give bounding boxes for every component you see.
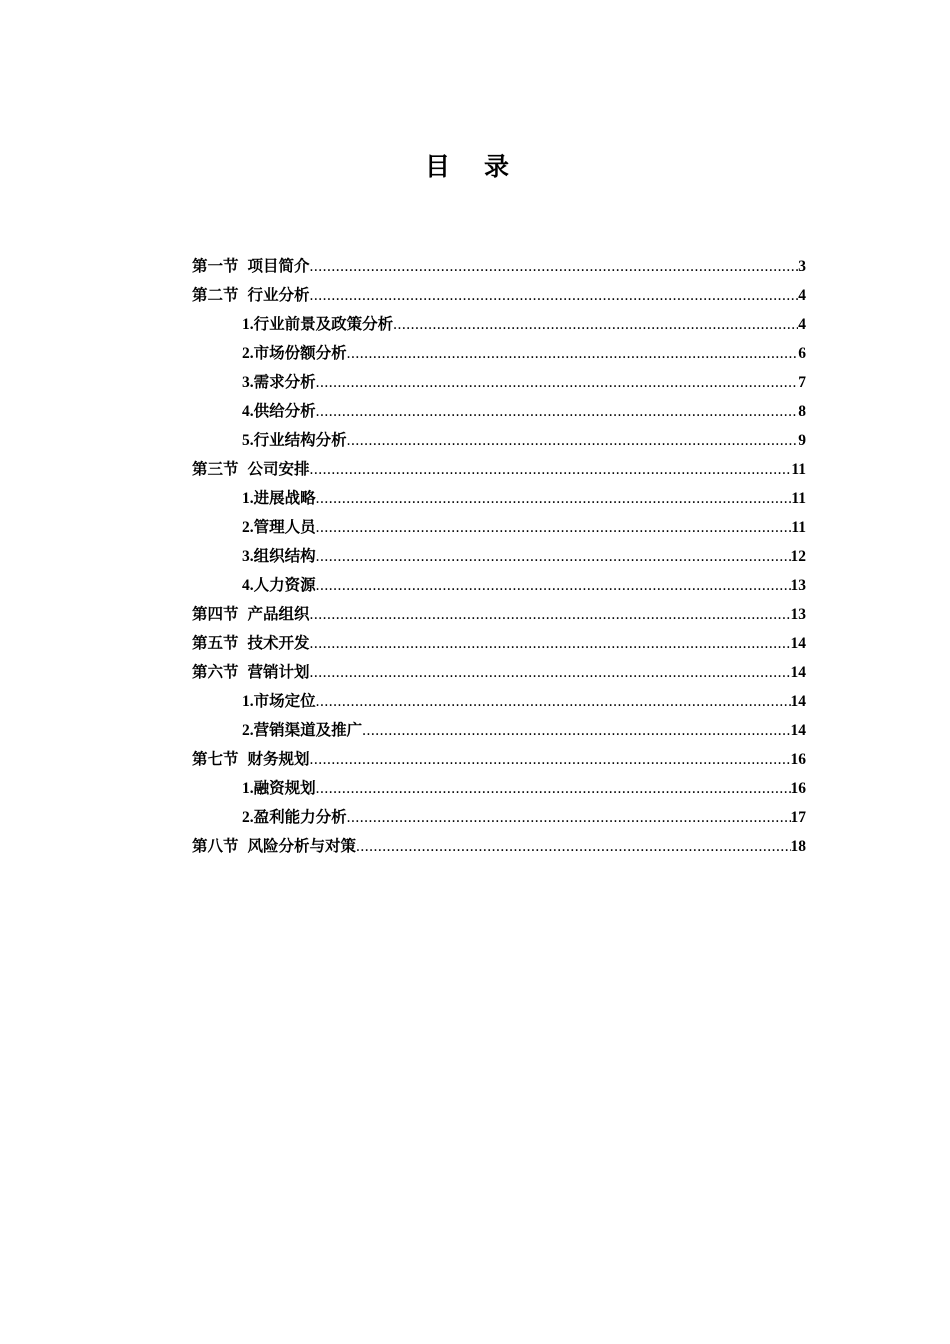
toc-entry-number: 1. <box>242 780 254 797</box>
toc-entry-label <box>242 542 316 571</box>
toc-dot-leader <box>393 310 798 339</box>
toc-entry-title: 营销计划 <box>247 664 310 681</box>
toc-dot-leader <box>356 832 790 861</box>
toc-entry-label <box>192 455 310 484</box>
toc-entry-number: 4. <box>242 403 254 420</box>
toc-subsection-entry[interactable] <box>192 368 806 397</box>
toc-entry-label <box>242 687 316 716</box>
toc-entry-number: 4. <box>242 577 254 594</box>
toc-section-entry[interactable] <box>192 832 806 861</box>
toc-entry-number: 第八节 <box>192 838 239 855</box>
toc-entry-title: 需求分析 <box>253 374 316 391</box>
toc-entry-title: 管理人员 <box>253 519 316 536</box>
toc-subsection-entry[interactable] <box>192 397 806 426</box>
toc-entry-number: 第三节 <box>192 461 239 478</box>
toc-entry-title: 项目简介 <box>247 258 310 275</box>
toc-entry-label <box>242 368 316 397</box>
toc-subsection-entry[interactable] <box>192 716 806 745</box>
toc-entry-title: 产品组织 <box>247 606 310 623</box>
toc-section-entry[interactable] <box>192 629 806 658</box>
toc-entry-title: 行业前景及政策分析 <box>253 316 394 333</box>
toc-entry-label <box>192 629 310 658</box>
toc-section-entry[interactable] <box>192 281 806 310</box>
toc-dot-leader <box>310 658 791 687</box>
toc-heading: 目录 <box>424 153 543 181</box>
toc-entry-title: 供给分析 <box>253 403 316 420</box>
toc-dot-leader <box>362 716 790 745</box>
toc-page-number: 16 <box>790 751 806 768</box>
toc-page-number: 3 <box>798 258 806 275</box>
toc-entry-title: 盈利能力分析 <box>253 809 347 826</box>
toc-entry-title: 市场份额分析 <box>253 345 347 362</box>
toc-subsection-entry[interactable] <box>192 426 806 455</box>
toc-dot-leader <box>310 745 791 774</box>
toc-section-entry[interactable] <box>192 455 806 484</box>
toc-entry-number: 2. <box>242 345 254 362</box>
toc-section-entry[interactable] <box>192 658 806 687</box>
toc-entry-number: 1. <box>242 490 254 507</box>
toc-subsection-entry[interactable] <box>192 542 806 571</box>
toc-page-number: 14 <box>790 693 806 710</box>
toc-entry-number: 2. <box>242 722 254 739</box>
toc-dot-leader <box>347 339 799 368</box>
toc-entry-title: 人力资源 <box>253 577 316 594</box>
toc-section-entry[interactable] <box>192 252 806 281</box>
toc-page-number: 8 <box>798 403 806 420</box>
toc-subsection-entry[interactable] <box>192 803 806 832</box>
toc-entry-title: 营销渠道及推广 <box>253 722 363 739</box>
toc-entry-number: 2. <box>242 519 254 536</box>
toc-entry-label <box>242 397 316 426</box>
toc-page-number: 18 <box>790 838 806 855</box>
toc-section-entry[interactable] <box>192 600 806 629</box>
toc-dot-leader <box>316 774 791 803</box>
toc-entry-title: 行业结构分析 <box>253 432 347 449</box>
toc-entry-label <box>192 832 356 861</box>
toc-page-number: 11 <box>791 461 806 478</box>
toc-dot-leader <box>310 600 791 629</box>
toc-page-number: 14 <box>790 664 806 681</box>
toc-entry-label <box>192 600 310 629</box>
toc-entry-label <box>192 745 310 774</box>
toc-dot-leader <box>316 687 791 716</box>
toc-entry-label <box>192 252 310 281</box>
toc-entry-number: 第五节 <box>192 635 239 652</box>
toc-subsection-entry[interactable] <box>192 774 806 803</box>
toc-dot-leader <box>347 426 799 455</box>
toc-entry-title: 市场定位 <box>253 693 316 710</box>
toc-dot-leader <box>316 397 799 426</box>
toc-entry-label <box>242 484 316 513</box>
toc-dot-leader <box>316 368 799 397</box>
toc-subsection-entry[interactable] <box>192 484 806 513</box>
toc-page-number: 4 <box>798 287 806 304</box>
toc-entry-number: 第二节 <box>192 287 239 304</box>
toc-dot-leader <box>310 455 792 484</box>
toc-page-number: 14 <box>790 722 806 739</box>
toc-entry-title: 风险分析与对策 <box>247 838 357 855</box>
toc-entry-title: 进展战略 <box>253 490 316 507</box>
toc-entry-label <box>192 658 310 687</box>
toc-entry-label <box>242 571 316 600</box>
toc-entry-label <box>242 803 347 832</box>
toc-entry-number: 3. <box>242 548 254 565</box>
toc-entry-number: 第四节 <box>192 606 239 623</box>
toc-dot-leader <box>316 484 792 513</box>
toc-dot-leader <box>316 513 792 542</box>
toc-dot-leader <box>310 629 791 658</box>
toc-dot-leader <box>347 803 791 832</box>
toc-subsection-entry[interactable] <box>192 310 806 339</box>
toc-page-number: 13 <box>790 577 806 594</box>
toc-subsection-entry[interactable] <box>192 687 806 716</box>
toc-dot-leader <box>316 571 791 600</box>
toc-subsection-entry[interactable] <box>192 571 806 600</box>
toc-entry-title: 技术开发 <box>247 635 310 652</box>
toc-page-number: 6 <box>798 345 806 362</box>
toc-dot-leader <box>316 542 791 571</box>
toc-subsection-entry[interactable] <box>192 513 806 542</box>
toc-page-number: 11 <box>791 490 806 507</box>
toc-entry-number: 1. <box>242 693 254 710</box>
toc-section-entry[interactable] <box>192 745 806 774</box>
toc-entry-label <box>242 339 347 368</box>
toc-subsection-entry[interactable] <box>192 339 806 368</box>
toc-entry-title: 融资规划 <box>253 780 316 797</box>
toc-entry-title: 组织结构 <box>253 548 316 565</box>
toc-entry-number: 3. <box>242 374 254 391</box>
toc-entry-label <box>242 774 316 803</box>
table-of-contents <box>192 252 806 861</box>
toc-entry-title: 公司安排 <box>247 461 310 478</box>
toc-dot-leader <box>310 252 799 281</box>
toc-entry-number: 第一节 <box>192 258 239 275</box>
toc-page-number: 9 <box>798 432 806 449</box>
toc-entry-number: 1. <box>242 316 254 333</box>
toc-entry-number: 2. <box>242 809 254 826</box>
toc-entry-title: 行业分析 <box>247 287 310 304</box>
toc-entry-label <box>242 716 362 745</box>
toc-entry-label <box>242 310 393 339</box>
toc-entry-number: 第七节 <box>192 751 239 768</box>
toc-entry-label <box>242 513 316 542</box>
toc-dot-leader <box>310 281 799 310</box>
toc-entry-label <box>242 426 347 455</box>
toc-page-number: 11 <box>791 519 806 536</box>
toc-page-number: 13 <box>790 606 806 623</box>
toc-entry-title: 财务规划 <box>247 751 310 768</box>
toc-page-number: 14 <box>790 635 806 652</box>
toc-entry-label <box>192 281 310 310</box>
toc-entry-number: 第六节 <box>192 664 239 681</box>
toc-page-number: 4 <box>798 316 806 333</box>
toc-page-number: 12 <box>790 548 806 565</box>
toc-page-number: 17 <box>790 809 806 826</box>
toc-page-number: 16 <box>790 780 806 797</box>
toc-entry-number: 5. <box>242 432 254 449</box>
toc-page-number: 7 <box>798 374 806 391</box>
